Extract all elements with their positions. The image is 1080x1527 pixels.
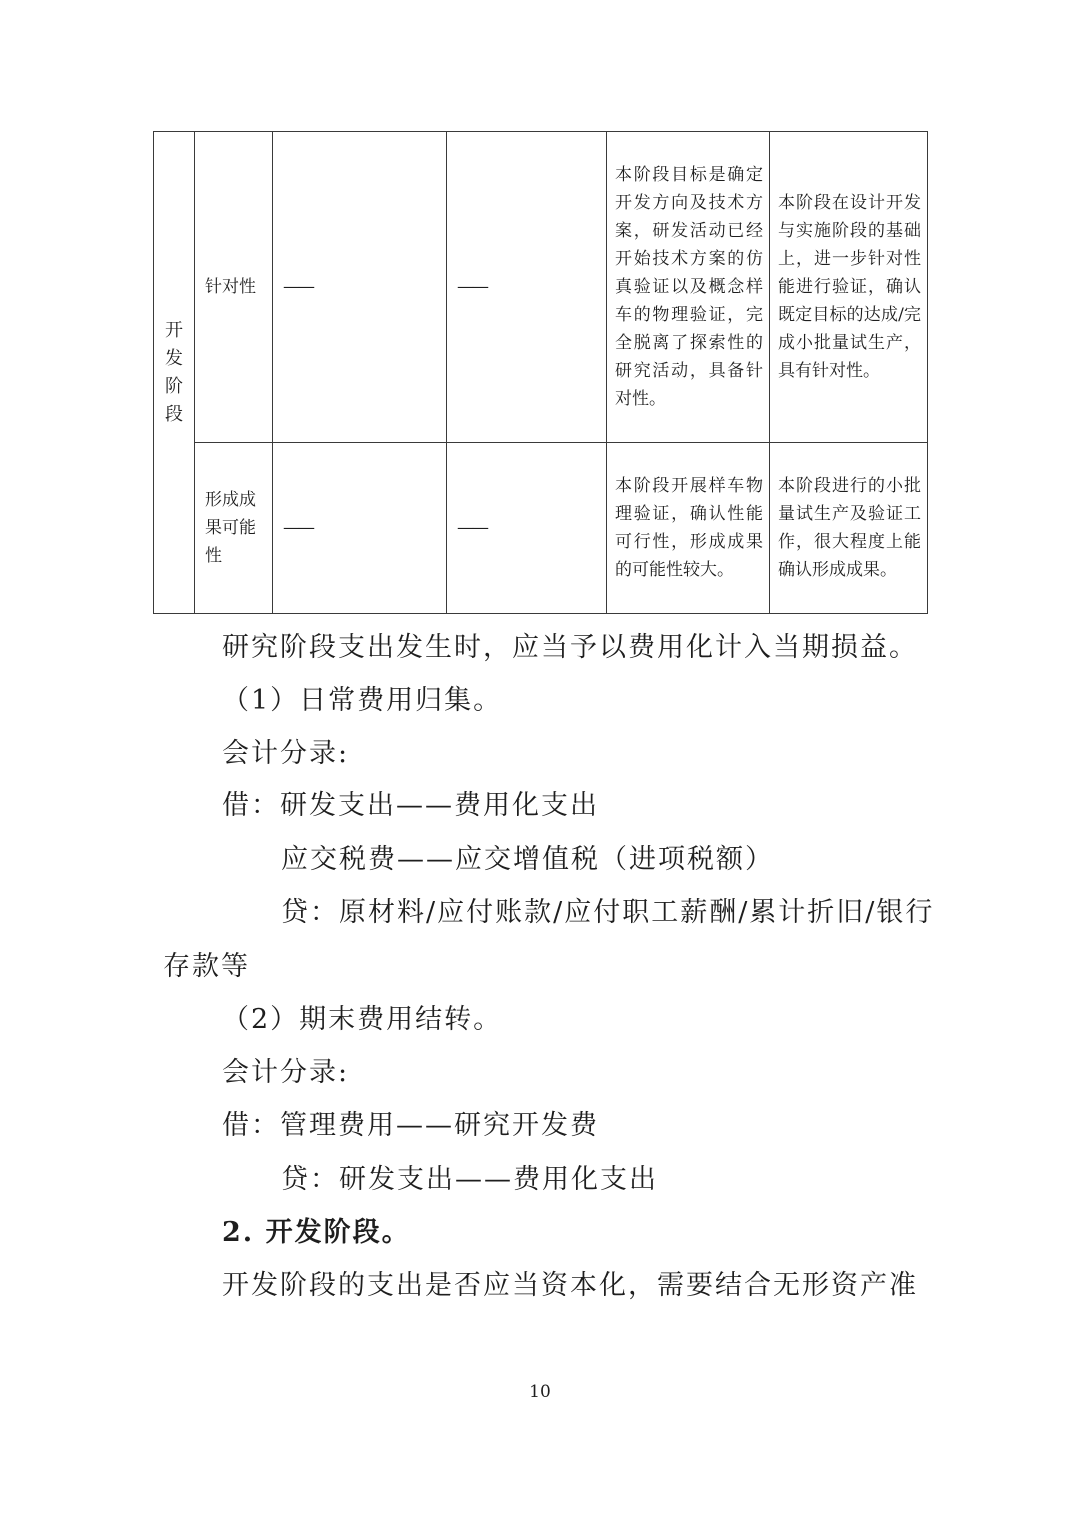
page-number: 10 <box>529 1382 551 1402</box>
body-paragraph: 研究阶段支出发生时，应当予以费用化计入当期损益。 <box>222 632 918 663</box>
table-cell <box>273 443 447 614</box>
stage-cell <box>154 132 195 614</box>
table-cell <box>273 132 447 443</box>
table-row <box>154 132 928 443</box>
table-cell <box>770 132 928 443</box>
table-cell <box>447 132 607 443</box>
journal-entry: 借：管理费用——研究开发费 <box>222 1110 599 1141</box>
description-text: 本阶段开展样车物理验证，确认性能可行性，形成成果的可能性较大。 <box>615 476 763 580</box>
table-row <box>154 443 928 614</box>
attribute-label: 针对性 <box>205 277 256 297</box>
rd-stage-table <box>153 131 928 614</box>
table-cell <box>770 443 928 614</box>
journal-entry: 借：研发支出——费用化支出 <box>222 790 599 821</box>
body-paragraph: 会计分录: <box>222 738 350 769</box>
description-text: 本阶段目标是确定开发方向及技术方案，研发活动已经开始技术方案的仿真验证以及概念样车的物理验证，完全脱离了探索性的研究活动，具备针对性。 <box>615 165 763 409</box>
empty-dash: —— <box>457 518 487 538</box>
body-paragraph: 会计分录: <box>222 1057 350 1088</box>
empty-dash: —— <box>283 277 313 297</box>
stage-label: 开发阶段 <box>165 319 183 425</box>
empty-dash: —— <box>457 277 487 297</box>
body-paragraph: 开发阶段的支出是否应当资本化，需要结合无形资产准 <box>222 1270 918 1301</box>
body-paragraph: （1）日常费用归集。 <box>222 685 503 716</box>
journal-entry: 贷：研发支出——费用化支出 <box>281 1164 658 1195</box>
journal-entry: 应交税费——应交增值税（进项税额） <box>281 844 774 875</box>
attribute-cell <box>195 443 273 614</box>
table-cell <box>607 132 770 443</box>
empty-dash: —— <box>283 518 313 538</box>
description-text: 本阶段在设计开发与实施阶段的基础上，进一步针对性能进行验证，确认既定目标的达成/完成小批量试生产，具有针对性。 <box>778 193 921 381</box>
body-paragraph: （2）期末费用结转。 <box>222 1004 503 1035</box>
journal-entry-continued: 存款等 <box>163 951 250 982</box>
attribute-cell <box>195 132 273 443</box>
description-text: 本阶段进行的小批量试生产及验证工作，很大程度上能确认形成成果。 <box>778 476 921 580</box>
table-cell <box>607 443 770 614</box>
section-heading: 2. 开发阶段。 <box>222 1217 411 1248</box>
journal-entry: 贷：原材料/应付账款/应付职工薪酬/累计折旧/银行 <box>281 897 935 928</box>
table-cell <box>447 443 607 614</box>
attribute-label: 形成成果可能性 <box>205 490 256 566</box>
